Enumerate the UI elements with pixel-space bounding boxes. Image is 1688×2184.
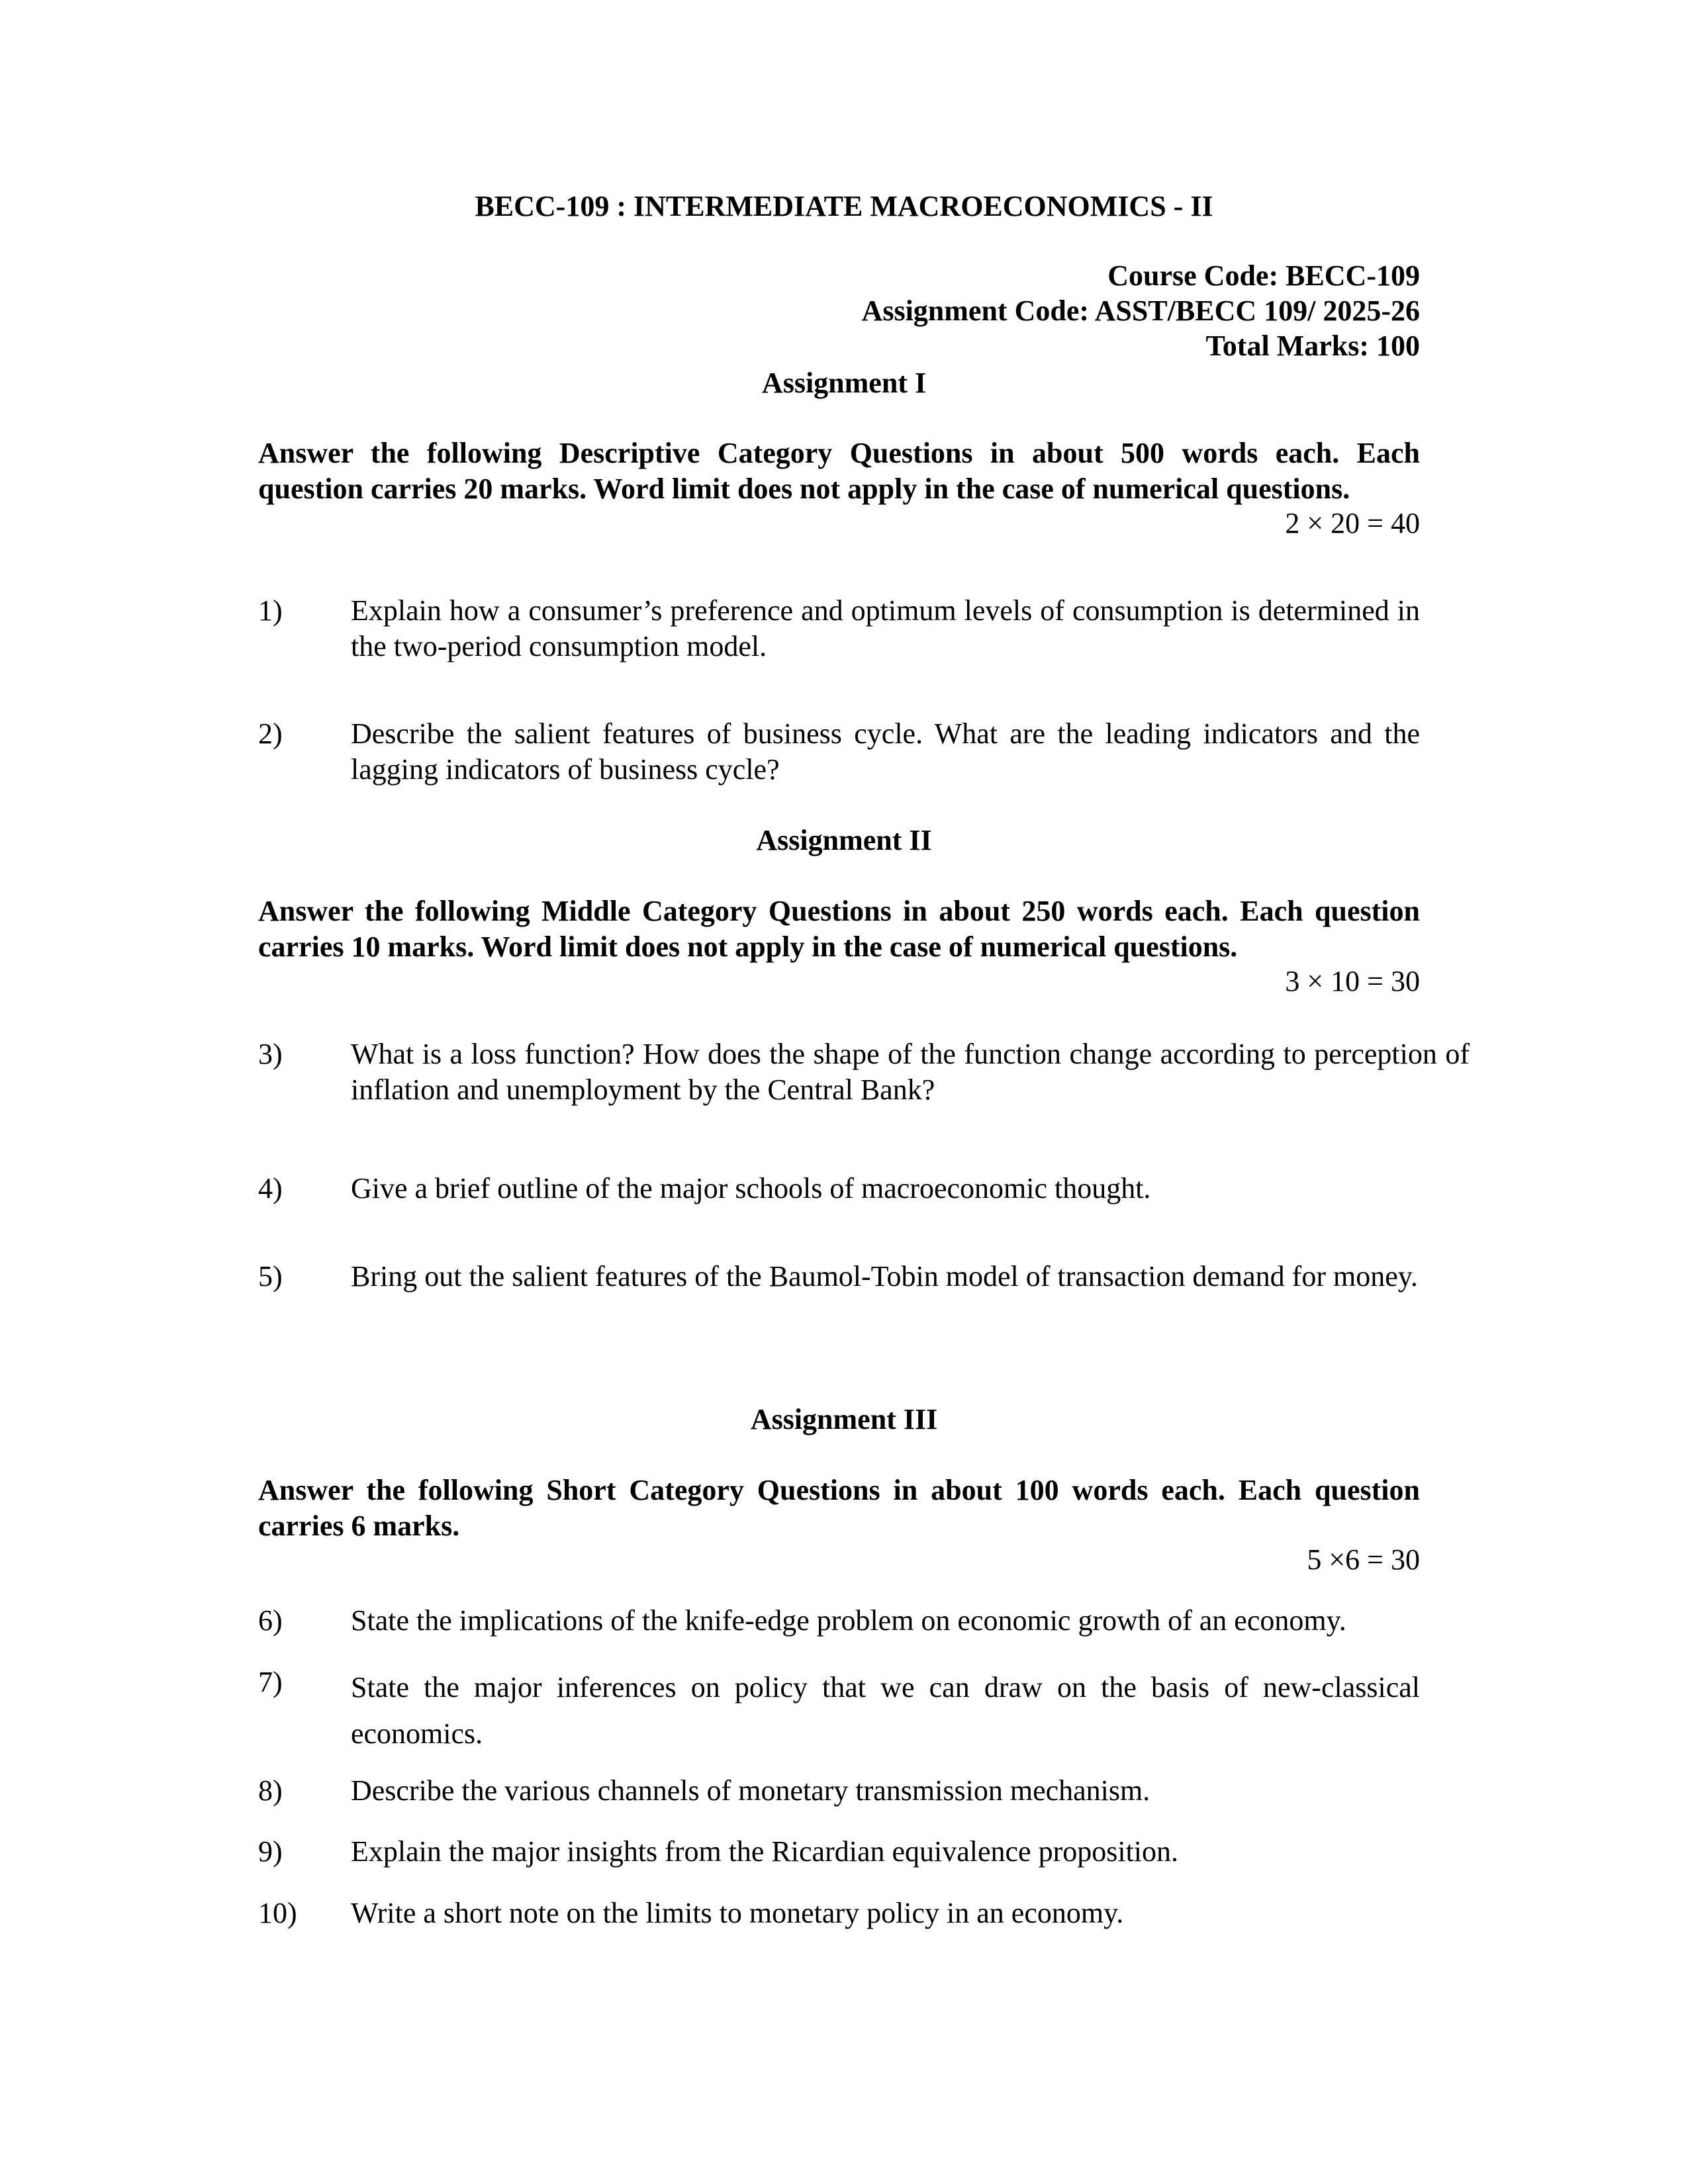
course-code: Course Code: BECC-109 [1107,259,1420,292]
question-number: 8) [258,1774,283,1807]
question-text: Bring out the salient features of the Baumol-Tobin model of transaction demand for money. [351,1260,1418,1293]
question-number: 6) [258,1604,283,1637]
section-marks-assignment-1: 2 × 20 = 40 [1285,507,1420,539]
question-text: What is a loss function? How does the shape of the function change according to perception of inflation and unemployment by the Central Bank? [351,1038,1470,1106]
question-number: 1) [258,594,283,627]
question-number: 4) [258,1172,283,1205]
question-number: 2) [258,717,283,750]
section-heading-assignment-2: Assignment II [756,824,932,856]
question-text: Describe the various channels of monetary transmission mechanism. [351,1774,1150,1807]
section-marks-assignment-2: 3 × 10 = 30 [1285,965,1420,997]
question-text: Write a short note on the limits to monetary policy in an economy. [351,1897,1124,1929]
question-text: Explain the major insights from the Ricardian equivalence proposition. [351,1835,1179,1868]
section-instruction-assignment-3: Answer the following Short Category Questions in about 100 words each. Each question carries 6 marks. [258,1474,1420,1542]
question-text: Describe the salient features of business cycle. What are the leading indicators and the lagging indicators of business cycle? [351,717,1420,786]
assignment-code: Assignment Code: ASST/BECC 109/ 2025-26 [861,295,1420,327]
question-number: 7) [258,1666,283,1698]
total-marks: Total Marks: 100 [1205,330,1420,362]
question-text: Give a brief outline of the major schools of macroeconomic thought. [351,1172,1151,1205]
question-number: 3) [258,1038,283,1070]
document-title: BECC-109 : INTERMEDIATE MACROECONOMICS - II [475,190,1213,222]
question-number: 9) [258,1835,283,1868]
section-heading-assignment-3: Assignment III [750,1403,938,1435]
section-heading-assignment-1: Assignment I [761,367,927,399]
section-instruction-assignment-1: Answer the following Descriptive Category Questions in about 500 words each. Each question carries 20 marks. Word limit does not apply in the case of numerical questions. [258,437,1420,505]
question-number: 5) [258,1260,283,1293]
question-number: 10) [258,1897,297,1929]
section-marks-assignment-3: 5 ×6 = 30 [1307,1543,1420,1576]
section-instruction-assignment-2: Answer the following Middle Category Questions in about 250 words each. Each question carries 10 marks. Word limit does not apply in the case of numerical questions. [258,895,1420,963]
question-text: Explain how a consumer’s preference and optimum levels of consumption is determined in the two-period consumption model. [351,594,1420,662]
question-text: State the implications of the knife-edge problem on economic growth of an economy. [351,1604,1346,1637]
question-text: State the major inferences on policy that we can draw on the basis of new-classical economics. [351,1671,1420,1750]
